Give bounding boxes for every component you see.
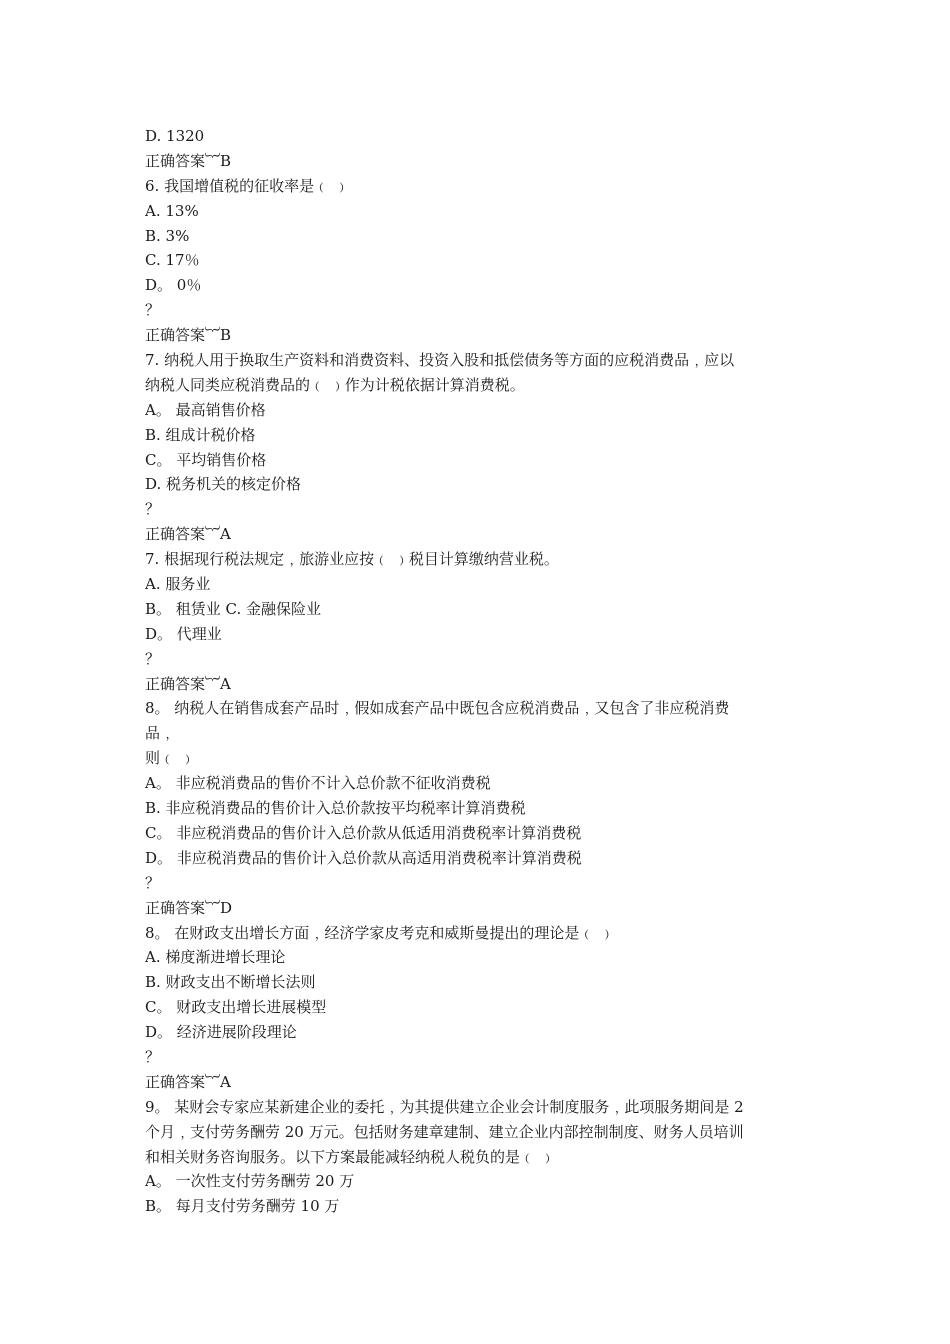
question-line: 则﹙ ﹚ xyxy=(145,749,195,768)
answer-line: 正确答案︸B xyxy=(145,151,232,170)
option-line: B。 租赁业 C. 金融保险业 xyxy=(145,599,322,618)
option-line: A。 一次性支付劳务酬劳 20 万 xyxy=(145,1172,355,1191)
question-line: 品﹐ xyxy=(145,724,176,743)
question-line: 6. 我国增值税的征收率是﹙ ﹚ xyxy=(145,176,349,195)
option-line: A. 梯度渐进增长理论 xyxy=(145,948,286,967)
option-line: A. 13% xyxy=(145,201,199,220)
option-line: B。 每月支付劳务酬劳 10 万 xyxy=(145,1197,340,1216)
question-line: 和相关财务咨询服务。以下方案最能减轻纳税人税负的是﹙ ﹚ xyxy=(145,1147,555,1166)
option-line: A。 非应税消费品的售价不计入总价款不征收消费税 xyxy=(145,774,491,793)
text-line: ？ xyxy=(145,1047,161,1066)
option-line: D。 代理业 xyxy=(145,624,222,643)
option-line: A。 最高销售价格 xyxy=(145,400,266,419)
option-line: D。 经济进展阶段理论 xyxy=(145,1023,297,1042)
question-line: 7. 根据现行税法规定﹐旅游业应按﹙ ﹚税目计算缴纳营业税。 xyxy=(145,550,559,569)
option-line: B. 非应税消费品的售价计入总价款按平均税率计算消费税 xyxy=(145,799,526,818)
answer-line: 正确答案︸A xyxy=(145,674,231,693)
text-line: ？ xyxy=(145,301,161,320)
option-line: D。 0％ xyxy=(145,276,202,295)
answer-line: 正确答案︸B xyxy=(145,326,232,345)
answer-line: 正确答案︸A xyxy=(145,525,231,544)
option-line: D. 税务机关的核定价格 xyxy=(145,475,302,494)
option-line: C. 17％ xyxy=(145,251,200,270)
document-page xyxy=(145,124,810,1219)
answer-line: 正确答案︸D xyxy=(145,898,233,917)
question-line: 个月﹐支付劳务酬劳 20 万元。包括财务建章建制、建立企业内部控制制度、财务人员培训 xyxy=(145,1122,744,1141)
text-line: ？ xyxy=(145,649,161,668)
option-line: B. 财政支出不断增长法则 xyxy=(145,973,316,992)
question-line: 9。 某财会专家应某新建企业的委托﹐为其提供建立企业会计制度服务﹐此项服务期间是 2 xyxy=(145,1097,744,1116)
text-line: ？ xyxy=(145,500,161,519)
option-line: C。 平均销售价格 xyxy=(145,450,267,469)
question-line: 8。 在财政支出增长方面﹐经济学家皮考克和威斯曼提出的理论是﹙ ﹚ xyxy=(145,923,615,942)
option-line: D。 非应税消费品的售价计入总价款从高适用消费税率计算消费税 xyxy=(145,848,582,867)
option-line: B. 3% xyxy=(145,226,190,245)
option-line: C。 财政支出增长进展模型 xyxy=(145,998,327,1017)
question-line: 7. 纳税人用于换取生产资料和消费资料、投资入股和抵偿债务等方面的应税消费品﹐应以 xyxy=(145,351,735,370)
option-line: C。 非应税消费品的售价计入总价款从低适用消费税率计算消费税 xyxy=(145,823,582,842)
answer-line: 正确答案︸A xyxy=(145,1072,231,1091)
option-line: A. 服务业 xyxy=(145,575,211,594)
question-line: 8。 纳税人在销售成套产品时﹐假如成套产品中既包含应税消费品﹐又包含了非应税消费 xyxy=(145,699,730,718)
option-line: B. 组成计税价格 xyxy=(145,425,256,444)
question-line: 纳税人同类应税消费品的﹙ ﹚作为计税依据计算消费税。 xyxy=(145,375,525,394)
text-line: D. 1320 xyxy=(145,127,205,145)
text-line: ？ xyxy=(145,873,161,892)
